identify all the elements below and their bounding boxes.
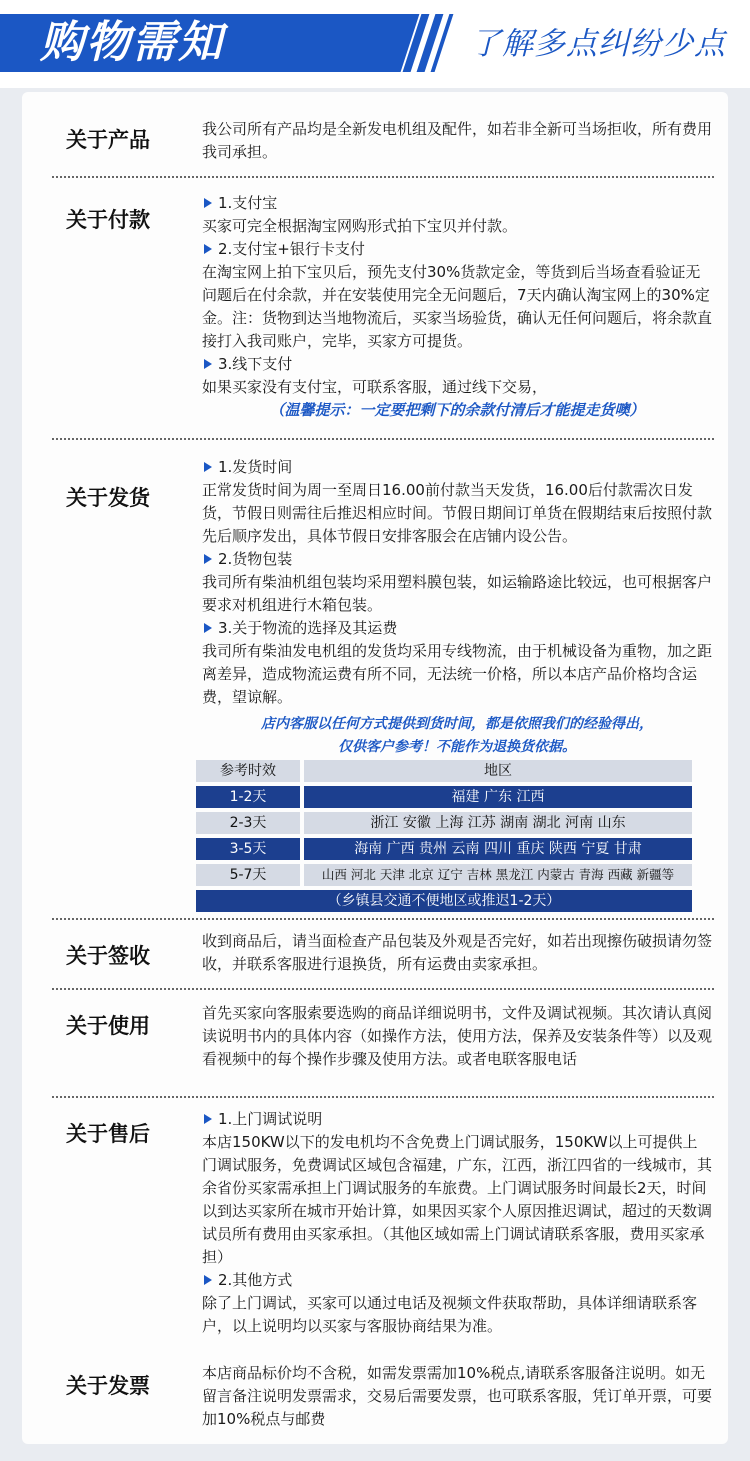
- item-text: 买家可完全根据淘宝网购形式拍下宝贝并付款。: [202, 217, 518, 235]
- section-label: 关于发货: [66, 486, 150, 510]
- section-body: [202, 930, 712, 976]
- payment-tip: （温馨提示：一定要把剩下的余款付清后才能提走货噢）: [269, 401, 645, 419]
- section-divider: [52, 1096, 714, 1098]
- triangle-bullet-icon: [204, 244, 212, 254]
- list-item: [202, 548, 712, 571]
- triangle-bullet-icon: [204, 1114, 212, 1124]
- item-title: 2.其他方式: [218, 1271, 293, 1289]
- table-cell-region: 山西 河北 天津 北京 辽宁 吉林 黑龙江 内蒙古 青海 西藏 新疆等: [304, 864, 692, 886]
- item-title: 1.发货时间: [218, 458, 293, 476]
- section-divider: [52, 918, 714, 920]
- section-text: 我公司所有产品均是全新发电机组及配件，如若非全新可当场拒收，所有费用我司承担。: [202, 120, 713, 161]
- triangle-bullet-icon: [204, 554, 212, 564]
- section-label: 关于发票: [66, 1374, 150, 1398]
- section-product: [52, 118, 713, 168]
- item-text: 本店150KW以下的发电机均不含免费上门调试服务，150KW以上可提供上门调试服务，免费调试区域包含福建，广东，江西，浙江四省的一线城市，其余省份买家需承担上门调试服务的车旅费。上门调试服务时间最长2天，时间以到达买家所在城市开始计算，如果因买家个人原因推迟调试，超过的天数调试员所有费用由买家承担。（其他区域如需上门调试请联系客服，费用买家承担）: [202, 1133, 713, 1266]
- section-label: 关于付款: [66, 208, 150, 232]
- item-text: 在淘宝网上拍下宝贝后，预先支付30%货款定金，等货到后当场查看验证无问题后在付余款，并在安装使用完全无问题后，7天内确认淘宝网上的30%定金。注：货物到达当地物流后，买家当场验货，确认无任何问题后，将余款直接打入我司账户，完毕，买家方可提货。: [202, 263, 713, 350]
- item-title: 3.线下支付: [218, 355, 293, 373]
- section-label: 关于售后: [66, 1122, 150, 1146]
- section-divider: [52, 176, 714, 178]
- item-text: 我司所有柴油机组包装均采用塑料膜包装，如运输路途比较远，也可根据客户要求对机组进行木箱包装。: [202, 573, 713, 614]
- page-subtitle: 了解多点纠纷少点: [470, 26, 726, 62]
- list-item: [202, 456, 712, 479]
- table-row: [196, 786, 692, 808]
- section-divider: [52, 988, 714, 990]
- section-divider: [52, 438, 714, 440]
- section-label: 关于签收: [66, 944, 150, 968]
- list-item: [202, 192, 712, 215]
- triangle-bullet-icon: [204, 1275, 212, 1285]
- item-text: 如果买家没有支付宝，可联系客服，通过线下交易，: [202, 378, 548, 396]
- section-label: 关于产品: [66, 128, 150, 152]
- triangle-bullet-icon: [204, 359, 212, 369]
- item-title: 2.支付宝+银行卡支付: [218, 240, 365, 258]
- table-header-row: [196, 760, 692, 782]
- page-title: 购物需知: [40, 17, 224, 68]
- list-item: [202, 238, 712, 261]
- table-cell-region: 海南 广西 贵州 云南 四川 重庆 陕西 宁夏 甘肃: [304, 838, 692, 860]
- triangle-bullet-icon: [204, 623, 212, 633]
- section-body: [202, 456, 712, 759]
- section-payment: [52, 192, 713, 432]
- item-text: 正常发货时间为周一至周日16.00前付款当天发货，16.00后付款需次日发货，节假日则需往后推迟相应时间。节假日期间订单货在假期结束后按照付款先后顺序发出，具体节假日安排客服会在店铺内设公告。: [202, 481, 713, 545]
- section-text: 首先买家向客服索要选购的商品详细说明书，文件及调试视频。其次请认真阅读说明书内的具体内容（如操作方法，使用方法，保养及安装条件等）以及观看视频中的每个操作步骤及使用方法。或者电联客服电话: [202, 1004, 713, 1068]
- section-label: 关于使用: [66, 1014, 150, 1038]
- section-aftersale: [52, 1108, 713, 1348]
- section-body: [202, 1362, 712, 1431]
- table-row: [196, 864, 692, 886]
- shipping-tip-line2: 仅供客户参考！不能作为退换货依据。: [338, 739, 576, 755]
- table-header-region: 地区: [304, 760, 692, 782]
- section-body: [202, 118, 712, 164]
- section-text: 收到商品后，请当面检查产品包装及外观是否完好，如若出现擦伤破损请勿签收，并联系客服进行退换货，所有运费由卖家承担。: [202, 932, 713, 973]
- item-title: 1.支付宝: [218, 194, 278, 212]
- item-text: 除了上门调试，买家可以通过电话及视频文件获取帮助，具体详细请联系客户，以上说明均以买家与客服协商结果为准。: [202, 1294, 698, 1335]
- section-body: [202, 1108, 712, 1338]
- table-cell-time: 3-5天: [196, 838, 300, 860]
- header-banner: [0, 0, 750, 88]
- notice-card: [22, 92, 728, 1444]
- table-header-time: 参考时效: [196, 760, 300, 782]
- table-row: [196, 838, 692, 860]
- triangle-bullet-icon: [204, 462, 212, 472]
- item-title: 1.上门调试说明: [218, 1110, 323, 1128]
- item-title: 2.货物包装: [218, 550, 293, 568]
- item-title: 3.关于物流的选择及其运费: [218, 619, 398, 637]
- table-cell-region: 浙江 安徽 上海 江苏 湖南 湖北 河南 山东: [304, 812, 692, 834]
- shipping-tip-line1: 店内客服以任何方式提供到货时间，都是依照我们的经验得出，: [261, 716, 653, 732]
- section-invoice: [52, 1362, 713, 1434]
- list-item: [202, 1108, 712, 1131]
- list-item: [202, 1269, 712, 1292]
- table-cell-time: 1-2天: [196, 786, 300, 808]
- section-receipt: [52, 930, 713, 980]
- item-text: 我司所有柴油发电机组的发货均采用专线物流，由于机械设备为重物，加之距离差异，造成物流运费有所不同，无法统一价格，所以本店产品价格均含运费，望谅解。: [202, 642, 713, 706]
- table-row: [196, 812, 692, 834]
- table-cell-region: 福建 广东 江西: [304, 786, 692, 808]
- table-cell-time: 5-7天: [196, 864, 300, 886]
- triangle-bullet-icon: [204, 198, 212, 208]
- table-cell-time: 2-3天: [196, 812, 300, 834]
- section-body: [202, 1002, 712, 1071]
- section-usage: [52, 1002, 713, 1098]
- table-note: （乡镇县交通不便地区或推迟1-2天）: [196, 890, 692, 912]
- list-item: [202, 617, 712, 640]
- section-body: [202, 192, 712, 422]
- section-text: 本店商品标价均不含税，如需发票需加10%税点,请联系客服备注说明。如无留言备注说明发票需求，交易后需要发票，也可联系客服，凭订单开票，可要加10%税点与邮费: [202, 1364, 713, 1428]
- list-item: [202, 353, 712, 376]
